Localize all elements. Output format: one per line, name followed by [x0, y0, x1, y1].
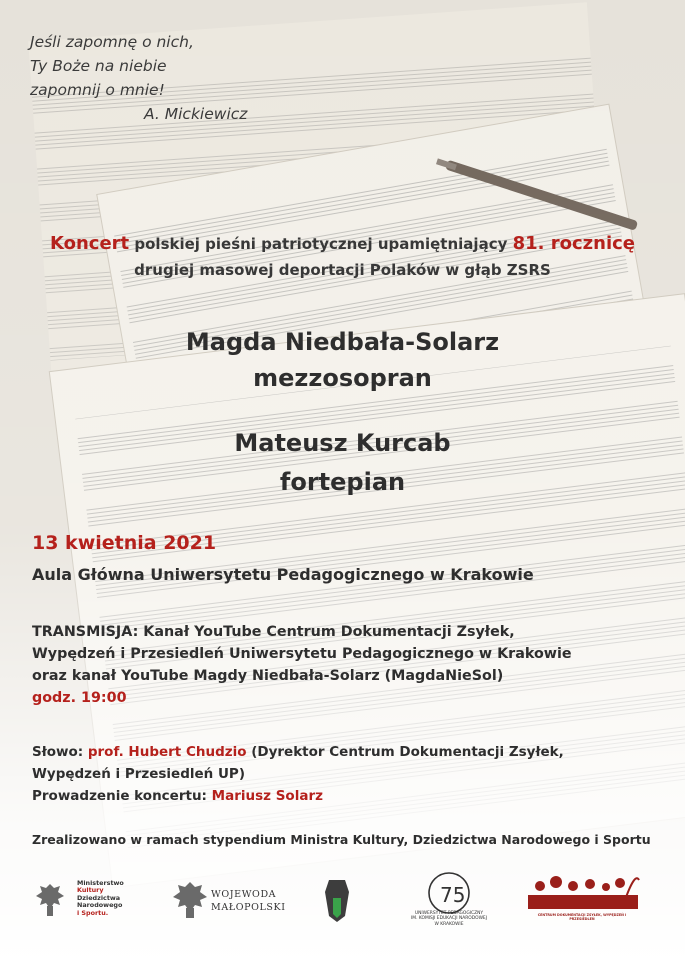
event-date: 13 kwietnia 2021: [32, 532, 217, 554]
quote-line: Jeśli zapomnę o nich,: [30, 33, 194, 51]
ministry-text: Dziedzictwa: [77, 893, 121, 902]
transmission-info: [32, 621, 662, 709]
performer-2-role: fortepian: [279, 468, 406, 496]
host-line: [32, 785, 662, 807]
concert-description-line-2: drugiej masowej deportacji Polaków w głąb ZSRS: [134, 261, 551, 279]
host-name: Mariusz Solarz: [211, 788, 323, 804]
quote-author: A. Mickiewicz: [144, 105, 248, 123]
speaker-label: Słowo:: [32, 744, 88, 760]
credits: [32, 741, 662, 807]
voivode-logo-text: [211, 888, 286, 914]
transmission-line: oraz kanał YouTube Magdy Niedbała-Solarz (MagdaNieSol): [32, 668, 504, 684]
voivode-text: WOJEWODA: [211, 889, 277, 900]
concert-description-line-1: [0, 233, 685, 254]
university-text: UNIWERSYTET PEDAGOGICZNY: [414, 911, 484, 916]
speaker-name: prof. Hubert Chudzio: [87, 744, 247, 760]
military-emblem-icon: [325, 880, 349, 922]
epigraph-quote: [30, 30, 270, 126]
transmission-line: TRANSMISJA: Kanał YouTube Centrum Dokumentacji Zsyłek,: [32, 624, 515, 640]
transmission-line: Wypędzeń i Przesiedleń Uniwersytetu Pedagogicznego w Krakowie: [32, 646, 572, 662]
koncert-word: Koncert: [49, 233, 130, 254]
centre-logo-icon: [528, 876, 639, 909]
anniversary-text: 81. rocznicę: [512, 233, 635, 254]
ministry-text: i Sportu.: [77, 908, 109, 917]
ministry-logo-text: [77, 880, 124, 917]
performer-1-role: mezzosopran: [253, 364, 432, 392]
description-text: polskiej pieśni patriotycznej upamiętniający: [129, 235, 513, 253]
ministry-eagle-icon: [36, 884, 64, 916]
quote-line: Ty Boże na niebie: [30, 57, 167, 75]
university-logo-text: [409, 911, 489, 927]
ministry-text: Kultury: [77, 886, 104, 895]
university-text: IM. KOMISJI EDUKACJI NARODOWEJ W KRAKOWIE: [410, 916, 487, 927]
speaker-title: (Dyrektor Centrum Dokumentacji Zsyłek,: [246, 744, 564, 760]
ministry-text: Narodowego: [77, 901, 123, 910]
voivode-eagle-icon: [173, 882, 207, 918]
ministry-text: Ministerstwo: [77, 879, 124, 887]
funding-note: Zrealizowano w ramach stypendium Ministra Kultury, Dziedzictwa Narodowego i Sportu: [32, 832, 651, 847]
host-label: Prowadzenie koncertu:: [32, 788, 212, 804]
speaker-line: [32, 741, 662, 763]
transmission-time: godz. 19:00: [32, 690, 127, 706]
university-logo-icon: [429, 873, 469, 913]
performer-1-name: Magda Niedbała-Solarz: [185, 328, 500, 356]
svg-text:75: 75: [440, 883, 466, 907]
event-venue: Aula Główna Uniwersytetu Pedagogicznego w Krakowie: [32, 565, 534, 584]
voivode-text: MAŁOPOLSKI: [211, 902, 286, 913]
quote-line: zapomnij o mnie!: [30, 81, 165, 99]
centre-logo-text: CENTRUM DOKUMENTACJI ZSYŁEK, WYPĘDZEŃ I PRZESIEDLEŃ: [537, 913, 627, 921]
speaker-title-cont: Wypędzeń i Przesiedleń UP): [32, 766, 245, 782]
performer-2-name: Mateusz Kurcab: [234, 429, 451, 457]
